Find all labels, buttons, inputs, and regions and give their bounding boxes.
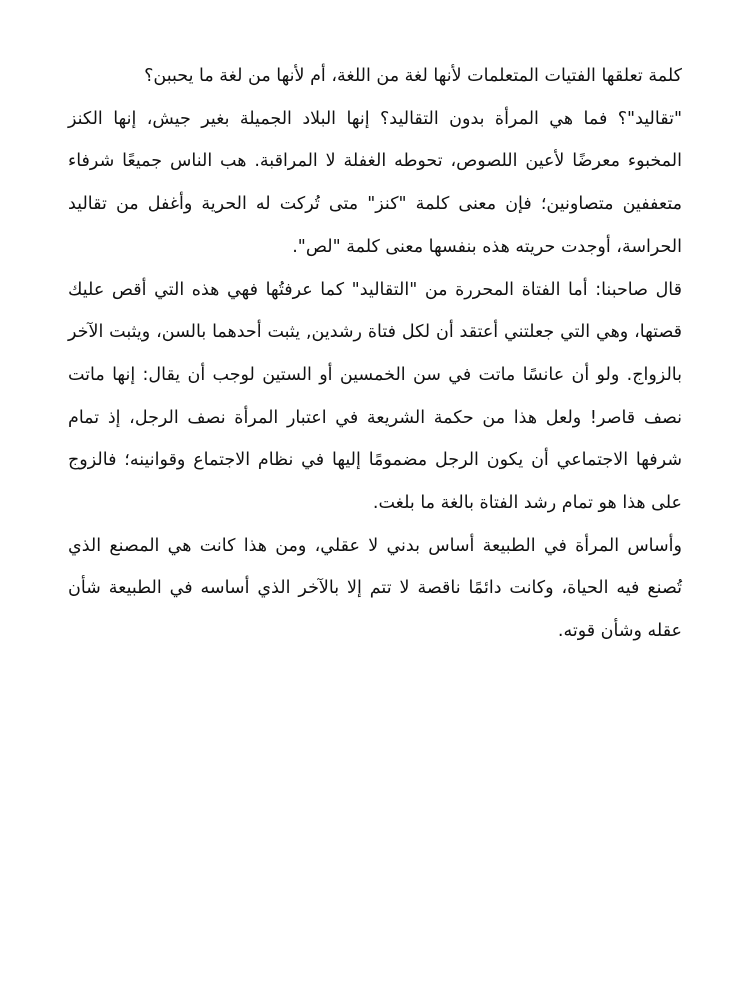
paragraph-1: كلمة تعلقها الفتيات المتعلمات لأنها لغة من اللغة، أم لأنها من لغة ما يحببن؟: [144, 66, 682, 86]
paragraph-3: قال صاحبنا: أما الفتاة المحررة من "التقاليد" كما عرفتُها فهي هذه التي أقص عليك قصتها، وهي التي جعلتني أعتقد أن لكل فتاة رشدين, يثبت أحدهما بالسن، ويثبت الآخر بالزواج. ولو أن عانسًا ماتت في سن الخمسين أو الستين لوجب أن يقال: إنها ماتت نصف قاصر! ولعل هذا من حكمة الشريعة في اعتبار المرأة نصف الرجل، إذ تمام شرفها الاجتماعي أن يكون الرجل مضمومًا إليها في نظام الاجتماع وقوانينه؛ فالزوج على هذا هو تمام رشد الفتاة بالغة ما بلغت.: [68, 279, 682, 514]
document-page: [68, 55, 682, 653]
paragraph-2: "تقاليد"؟ فما هي المرأة بدون التقاليد؟ إنها البلاد الجميلة بغير جيش، إنها الكنز المخبوء معرضًا لأعين اللصوص، تحوطه الغفلة لا المراقبة. هب الناس جميعًا شرفاء متعففين متصاونين؛ فإن معنى كلمة "كنز" متى تُركت له الحرية وأغفل من تقاليد الحراسة، أوجدت حريته هذه بنفسها معنى كلمة "لص".: [68, 108, 682, 257]
paragraph-4: وأساس المرأة في الطبيعة أساس بدني لا عقلي، ومن هذا كانت هي المصنع الذي تُصنع فيه الحياة، وكانت دائمًا ناقصة لا تتم إلا بالآخر الذي أساسه في الطبيعة شأن عقله وشأن قوته.: [68, 535, 682, 642]
